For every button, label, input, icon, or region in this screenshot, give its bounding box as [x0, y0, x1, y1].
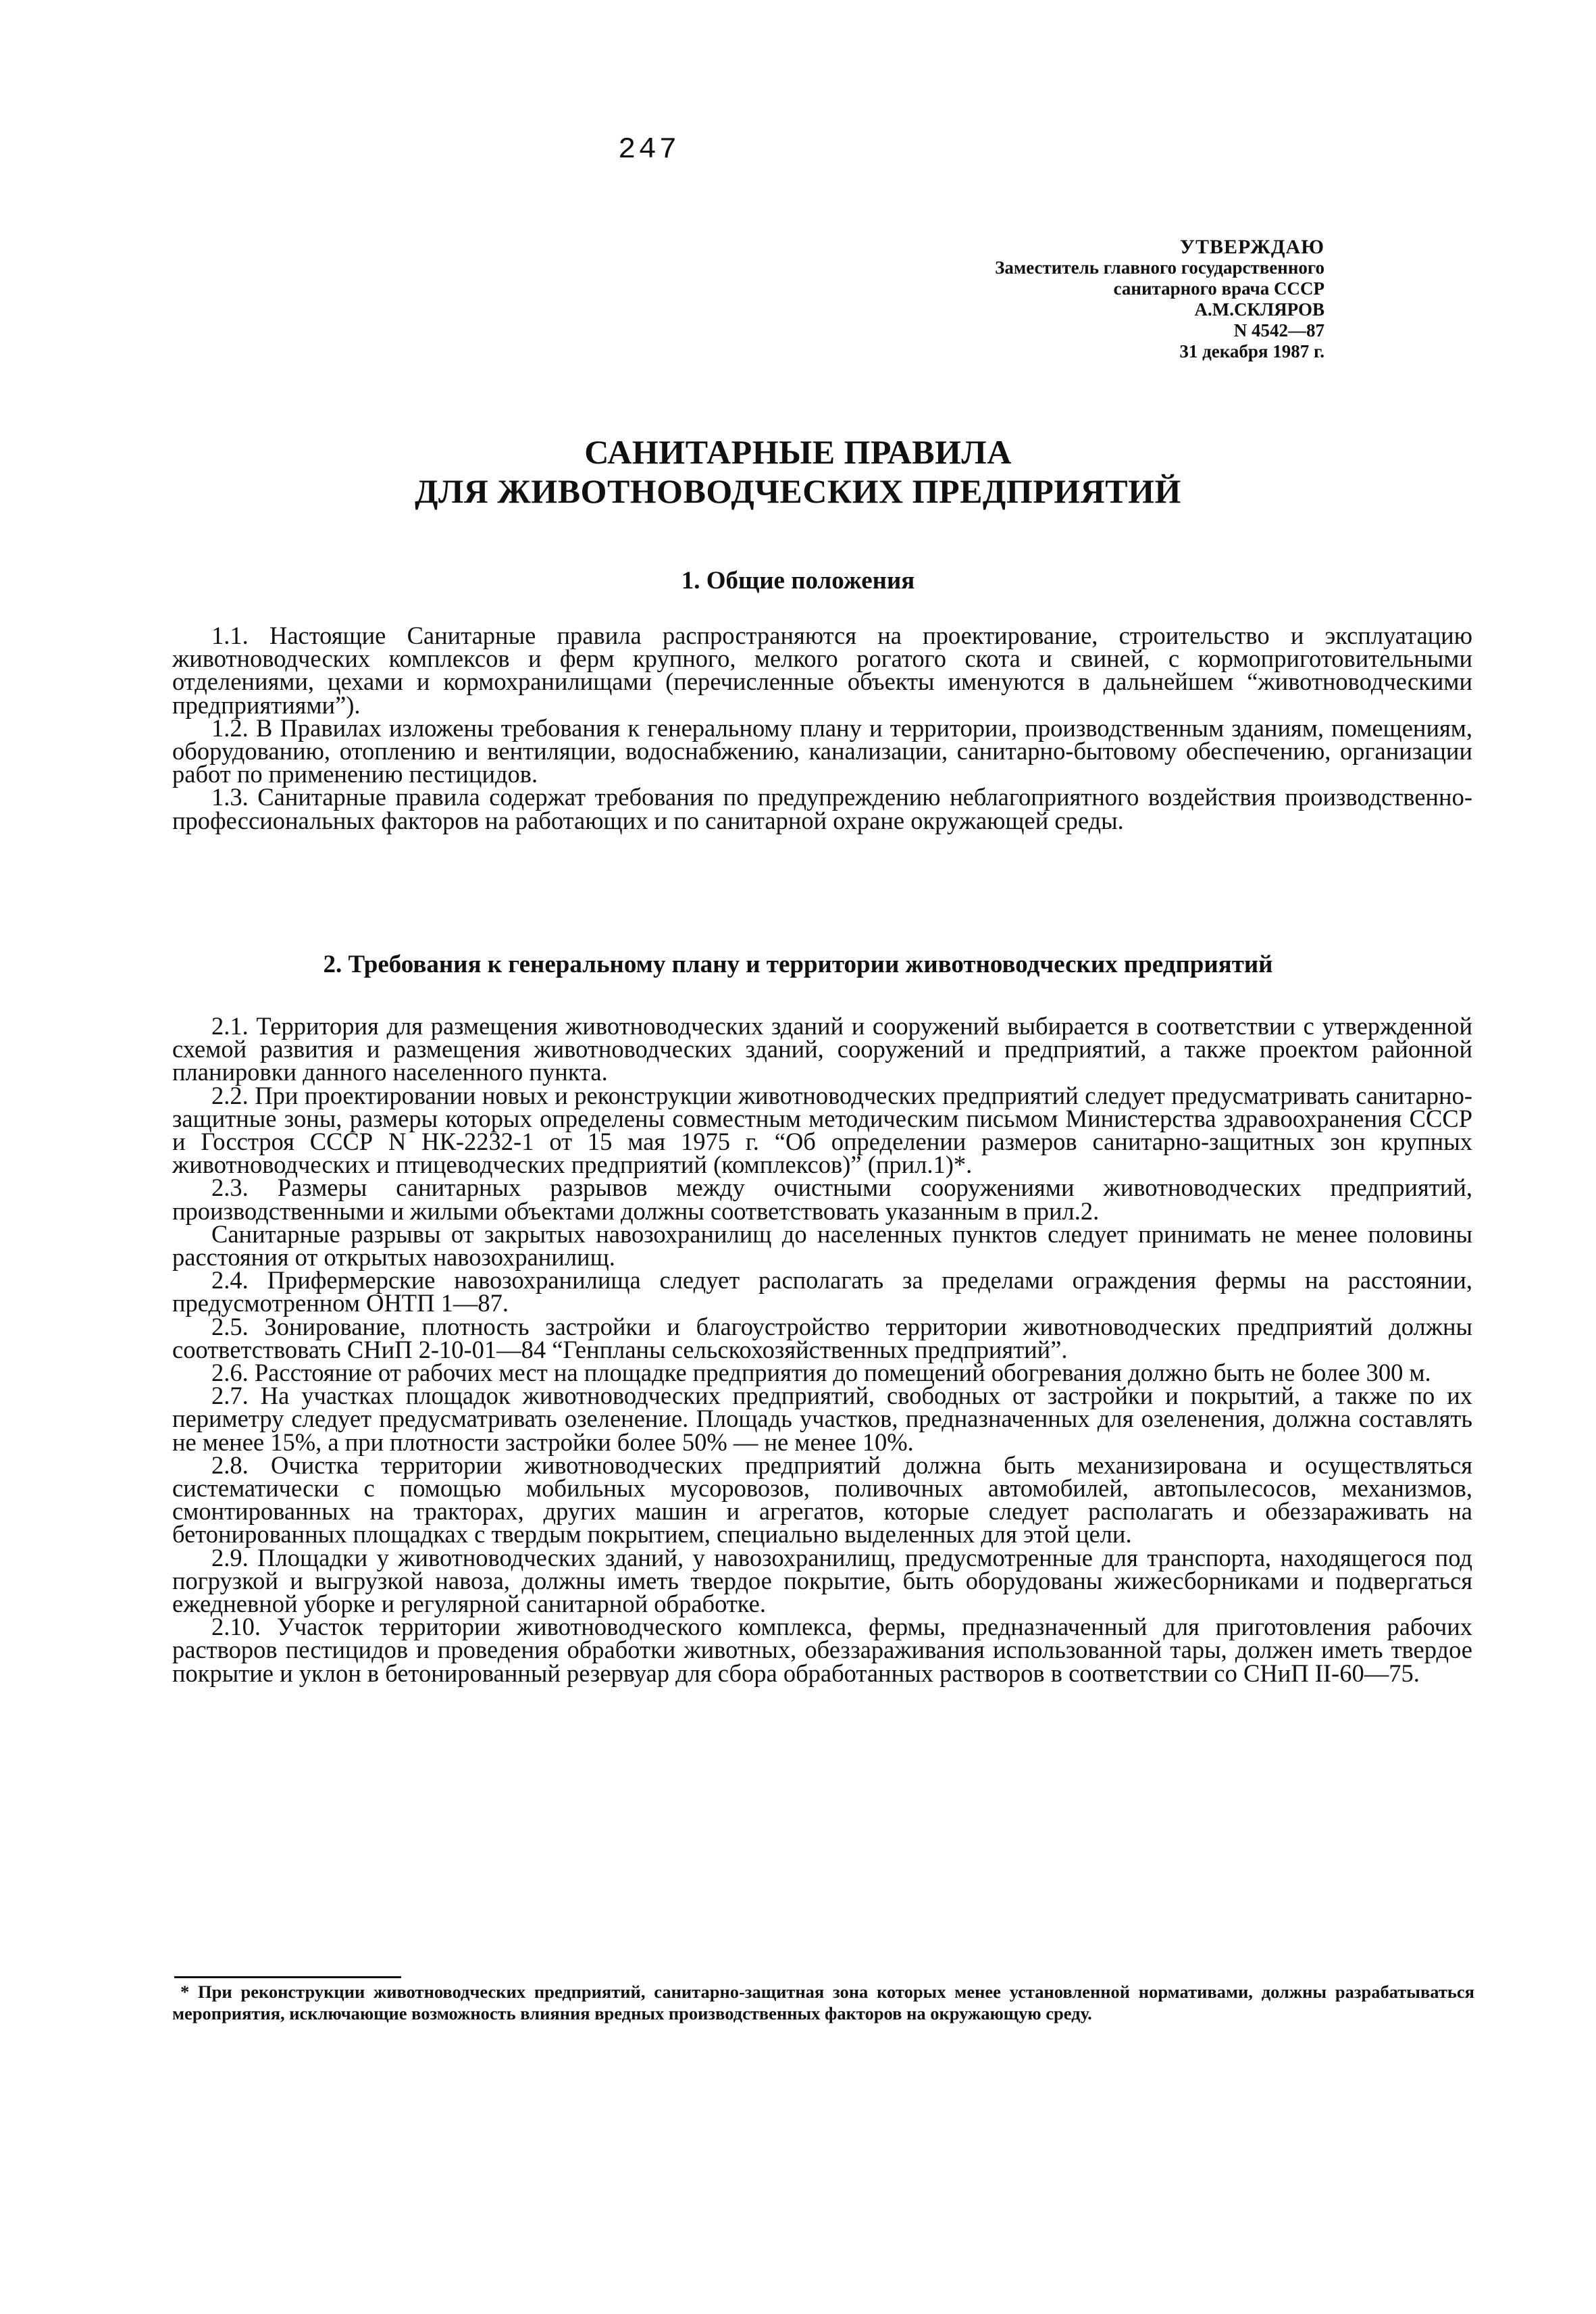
paragraph-2-4: 2.4. Прифермерские навозохранилища следует располагать за пределами ограждения фермы на расстоянии, предусмотренном ОНТП 1—87. [172, 1266, 1472, 1317]
page-number: 247 [618, 133, 680, 167]
approval-position-line2: санитарного врача СССР [1113, 278, 1324, 299]
approval-stamp [995, 236, 1324, 362]
paragraph-1-1: 1.1. Настоящие Санитарные правила распространяются на проектирование, строительство и эксплуатацию животноводческих комплексов и ферм крупного, мелкого рогатого скота и свиней, с кормоприготовительными отделениями, цехами и кормохранилищами (перечисленные объекты именуются в дальнейшем “животноводческими предприятиями”). [172, 622, 1472, 719]
section-heading-general: 1. Общие положения [681, 567, 915, 595]
approval-date: 31 декабря 1987 г. [1179, 341, 1324, 361]
paragraph-2-3-note: Санитарные разрывы от закрытых навозохранилищ до населенных пунктов следует принимать не менее половины расстояния от открытых навозохранилищ. [172, 1219, 1472, 1272]
title-line1: САНИТАРНЫЕ ПРАВИЛА [584, 433, 1012, 471]
paragraph-2-10: 2.10. Участок территории животноводческого комплекса, фермы, предназначенный для приготовления рабочих растворов пестицидов и проведения обработки животных, обеззараживания использованной тары, должен иметь твердое покрытие и уклон в бетонированный резервуар для сбора обработанных растворов в соответствии со СНиП II-60—75. [172, 1613, 1472, 1687]
paragraph-2-5: 2.5. Зонирование, плотность застройки и благоустройство территории животноводческих предприятий должны соответствовать СНиП 2-10-01—84 “Генпланы сельскохозяйственных предприятий”. [172, 1312, 1472, 1363]
paragraph-2-8: 2.8. Очистка территории животноводческих предприятий должна быть механизирована и осуществляться систематически с помощью мобильных мусоровозов, поливочных автомобилей, автопылесосов, механизмов, смонтированных на тракторах, других машин и агрегатов, которые следует располагать и обеззараживать на бетонированных площадках с твердым покрытием, специально выделенных для этой цели. [172, 1451, 1472, 1549]
approval-heading: УТВЕРЖДАЮ [1179, 236, 1324, 258]
document-title [0, 432, 1596, 511]
paragraph-2-7: 2.7. На участках площадок животноводческих предприятий, свободных от застройки и покрытий, а также по их периметру следует предусматривать озеленение. Площадь участков, предназначенных для озеленения, должна составлять не менее 15%, а при плотности застройки более 50% — не менее 10%. [172, 1382, 1472, 1456]
approval-number: N 4542—87 [1233, 320, 1324, 341]
title-line2: ДЛЯ ЖИВОТНОВОДЧЕСКИХ ПРЕДПРИЯТИЙ [415, 472, 1181, 510]
paragraph-2-3: 2.3. Размеры санитарных разрывов между очистными сооружениями животноводческих предприятий, производственными и жилыми объектами должны соответствовать указанным в прил.2. [172, 1174, 1472, 1225]
paragraph-2-1: 2.1. Территория для размещения животноводческих зданий и сооружений выбирается в соответствии с утвержденной схемой развития и размещения животноводческих зданий, сооружений и предприятий, а также проектом районной планировки данного населенного пункта. [172, 1012, 1472, 1086]
approval-position-line1: Заместитель главного государственного [995, 257, 1324, 278]
paragraph-2-2: 2.2. При проектировании новых и реконструкции животноводческих предприятий следует предусматривать санитарно-защитные зоны, размеры которых определены совместным методическим письмом Министерства здравоохранения СССР и Госстроя СССР N НК-2232-1 от 15 мая 1975 г. “Об определении размеров санитарно-защитных зон крупных животноводческих и птицеводческих предприятий (комплексов)” (прил.1)*. [172, 1081, 1472, 1179]
paragraph-1-3: 1.3. Санитарные правила содержат требования по предупреждению неблагоприятного воздействия производственно-профессиональных факторов на работающих и по санитарной охране окружающей среды. [172, 783, 1472, 834]
paragraph-2-9: 2.9. Площадки у животноводческих зданий, у навозохранилищ, предусмотренные для транспорта, находящегося под погрузкой и выгрузкой навоза, должны иметь твердое покрытие, быть оборудованы жижесборниками и подвергаться ежедневной уборке и регулярной санитарной обработке. [172, 1543, 1472, 1618]
section-heading-general-plan: 2. Требования к генеральному плану и территории животноводческих предприятий [323, 951, 1273, 978]
footnote-divider [174, 1976, 401, 1978]
approval-name: А.М.СКЛЯРОВ [1194, 299, 1324, 320]
paragraph-1-2: 1.2. В Правилах изложены требования к генеральному плану и территории, производственным зданиям, помещениям, оборудованию, отоплению и вентиляции, водоснабжению, канализации, санитарно-бытовому обеспечению, организации работ по применению пестицидов. [172, 713, 1472, 788]
section-general-body [172, 624, 1472, 832]
section-general-plan-body [172, 1012, 1472, 1687]
footnote: * При реконструкции животноводческих предприятий, санитарно-защитная зона которых менее установленной нормативами, должны разрабатываться мероприятия, исключающие возможность влияния вредных производственных факторов на окружающую среду. [172, 1982, 1474, 2023]
paragraph-2-6: 2.6. Расстояние от рабочих мест на площадке предприятия до помещений обогревания должно быть не более 300 м. [211, 1359, 1431, 1387]
